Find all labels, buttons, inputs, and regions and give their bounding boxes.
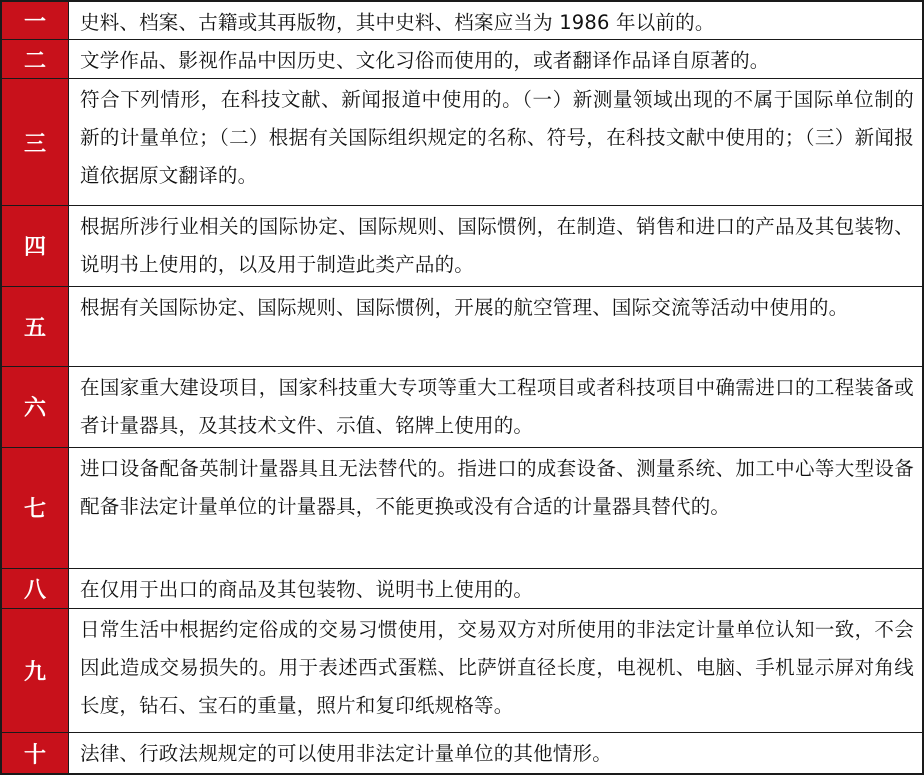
row-text: 法律、行政法规规定的可以使用非法定计量单位的其他情形。	[80, 742, 612, 766]
row-number: 九	[2, 609, 69, 732]
row-text: 在仅用于出口的商品及其包装物、说明书上使用的。	[80, 577, 534, 601]
row-text: 进口设备配备英制计量器具且无法替代的。指进口的成套设备、测量系统、加工中心等大型设备配备非法定计量单位的计量器具，不能更换或没有合适的计量器具替代的。	[80, 456, 914, 518]
row-number: 一	[2, 2, 69, 39]
row-number: 二	[2, 40, 69, 78]
row-text: 符合下列情形，在科技文献、新闻报道中使用的。（一）新测量领域出现的不属于国际单位制的新的计量单位；（二）根据有关国际组织规定的名称、符号，在科技文献中使用的；（三）新闻报道依据原文翻译的。	[80, 88, 914, 187]
row-number: 八	[2, 569, 69, 608]
row-text: 根据有关国际协定、国际规则、国际惯例，开展的航空管理、国际交流等活动中使用的。	[80, 295, 849, 319]
row-number: 五	[2, 287, 69, 366]
table-row	[2, 569, 922, 609]
row-number: 三	[2, 79, 69, 205]
row-text: 史料、档案、古籍或其再版物，其中史料、档案应当为 1986 年以前的。	[80, 11, 715, 34]
row-number: 十	[2, 733, 69, 773]
row-number: 七	[2, 448, 69, 568]
row-number: 六	[2, 367, 69, 446]
table-row	[2, 448, 922, 569]
table-row	[2, 287, 922, 367]
table-row	[2, 206, 922, 286]
row-text: 日常生活中根据约定俗成的交易习惯使用，交易双方对所使用的非法定计量单位认知一致，不会因此造成交易损失的。用于表述西式蛋糕、比萨饼直径长度，电视机、电脑、手机显示屏对角线长度，钻石、宝石的重量，照片和复印纸规格等。	[80, 617, 914, 717]
table-row	[2, 40, 922, 79]
row-number: 四	[2, 206, 69, 285]
row-text: 在国家重大建设项目，国家科技重大专项等重大工程项目或者科技项目中确需进口的工程装备或者计量器具，及其技术文件、示值、铭牌上使用的。	[80, 376, 914, 438]
row-text: 根据所涉行业相关的国际协定、国际规则、国际惯例，在制造、销售和进口的产品及其包装物、说明书上使用的，以及用于制造此类产品的。	[80, 215, 914, 277]
table-row	[2, 609, 922, 733]
table-row	[2, 367, 922, 447]
row-text: 文学作品、影视作品中因历史、文化习俗而使用的，或者翻译作品译自原著的。	[80, 49, 770, 72]
table-row	[2, 2, 922, 40]
table-row	[2, 79, 922, 206]
table-row	[2, 733, 922, 773]
